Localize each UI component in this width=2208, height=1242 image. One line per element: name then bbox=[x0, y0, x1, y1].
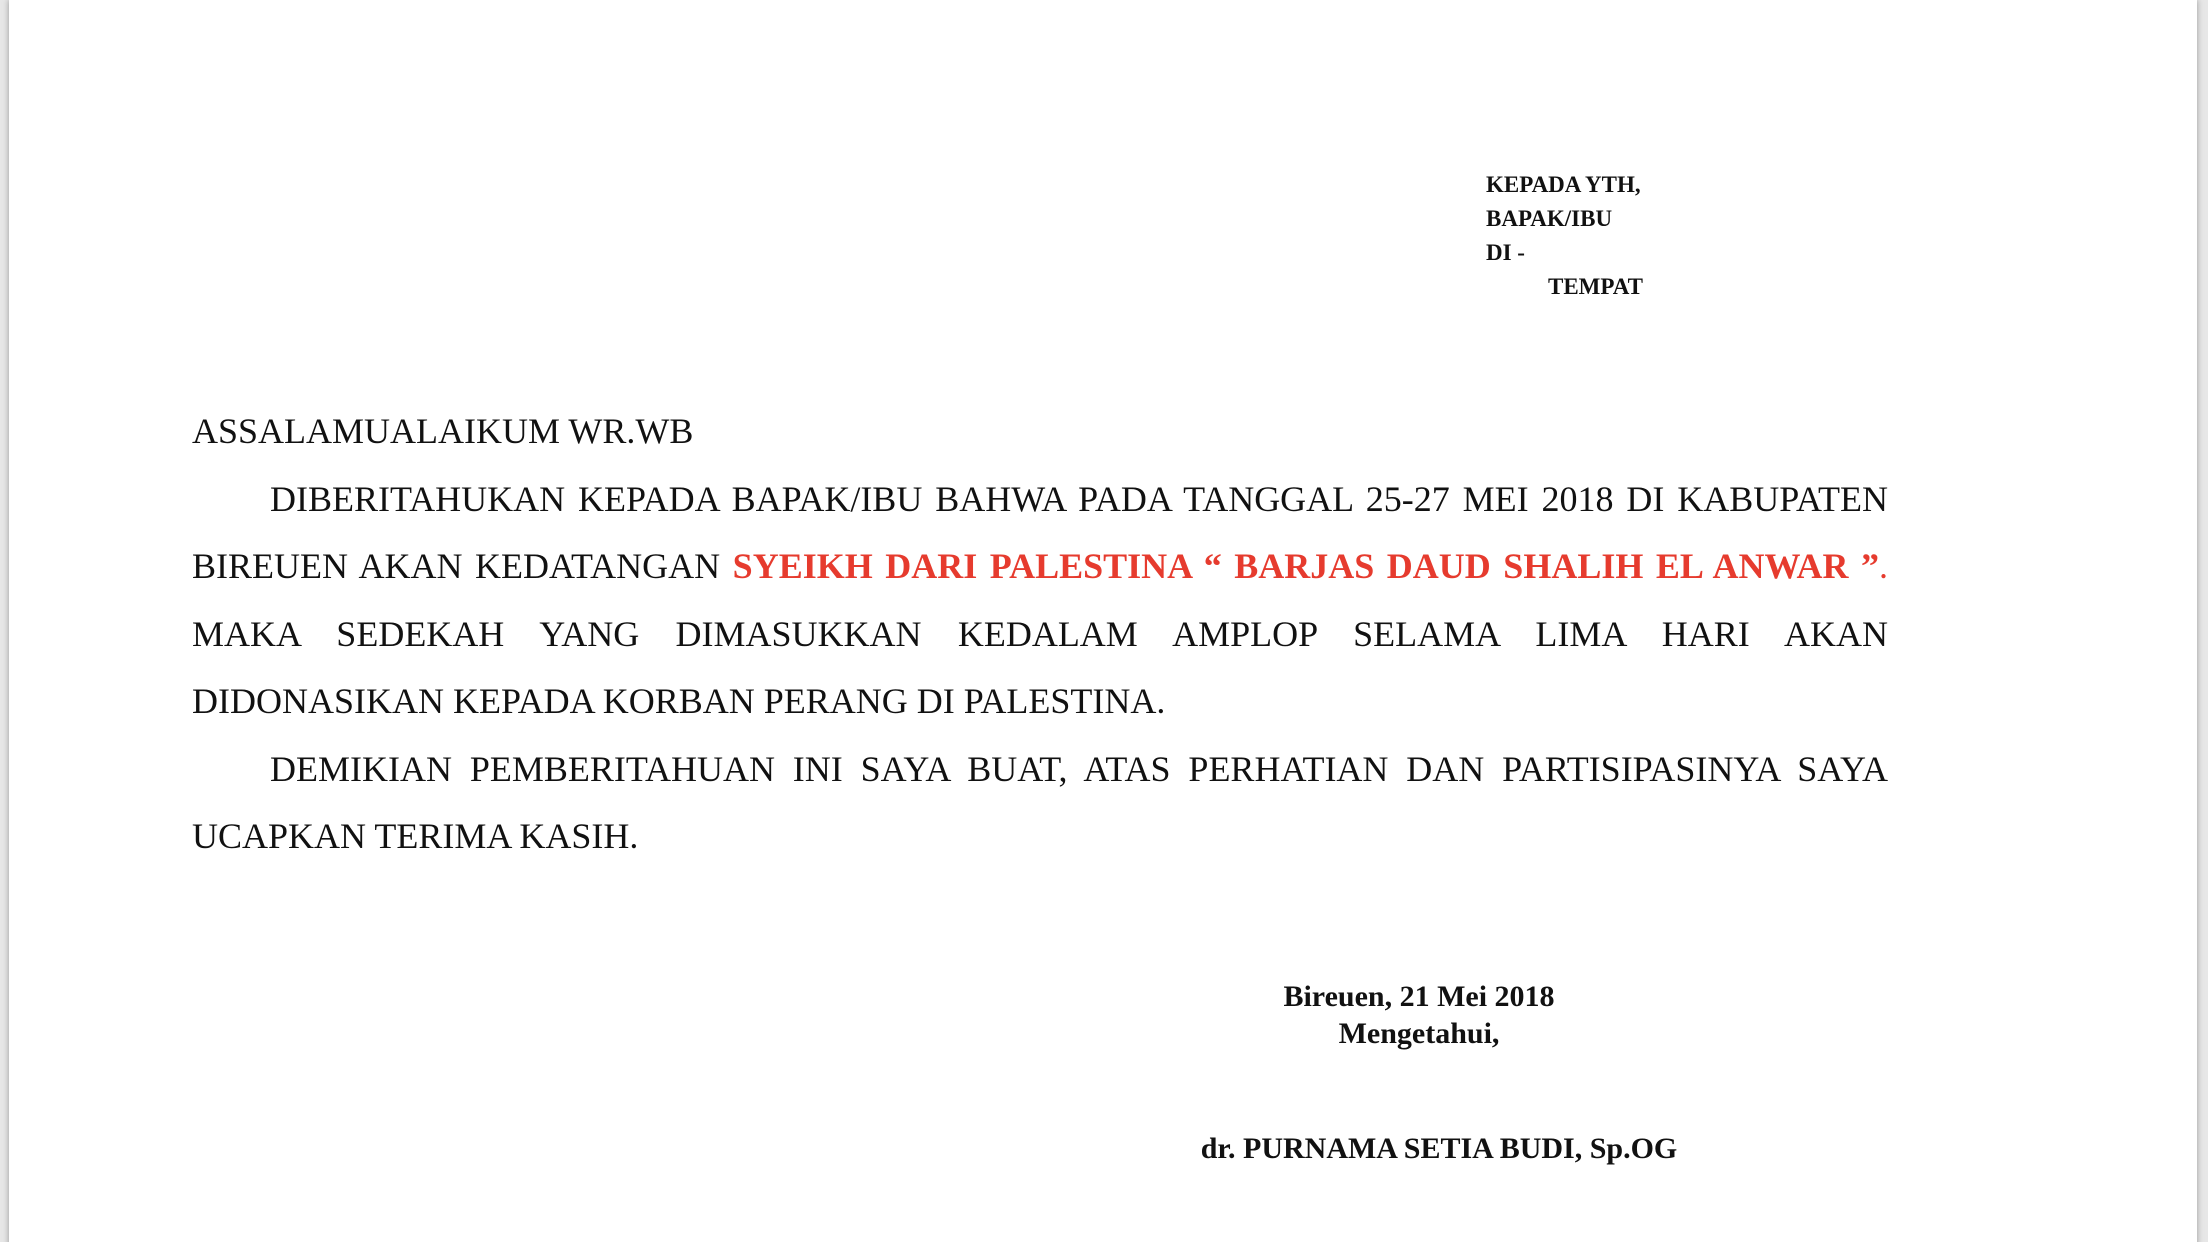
recipient-line-3: DI - bbox=[1486, 240, 1525, 265]
signature-acknowledged: Mengetahui, bbox=[1338, 1017, 1500, 1050]
paragraph-closing: DEMIKIAN PEMBERITAHUAN INI SAYA BUAT, ATAS PERHATIAN DAN PARTISIPASINYA SAYA UCAPKAN TERIMA KASIH. bbox=[192, 748, 1888, 856]
announcement-highlight: SYEIKH DARI PALESTINA “ BARJAS DAUD SHALIH EL ANWAR ” bbox=[732, 546, 1879, 586]
announcement-text-start: DIBERITAHUKAN KEPADA BAPAK/IBU BAHWA PADA TANGGAL 25-27 MEI 2018 DI KABUPATEN BIREUEN AKAN KEDATANGAN bbox=[192, 478, 1888, 586]
signature-place-date: Bireuen, 21 Mei 2018 bbox=[1283, 980, 1555, 1013]
signatory-name: dr. PURNAMA SETIA BUDI, Sp.OG bbox=[1200, 1132, 1678, 1165]
paragraph-announcement bbox=[192, 466, 1888, 736]
recipient-address-block bbox=[1486, 168, 1643, 304]
document-page bbox=[9, 0, 2197, 1242]
recipient-line-1: KEPADA YTH, bbox=[1486, 172, 1641, 197]
recipient-line-4: TEMPAT bbox=[1548, 274, 1643, 299]
greeting: ASSALAMUALAIKUM WR.WB bbox=[192, 411, 694, 451]
recipient-line-2: BAPAK/IBU bbox=[1486, 206, 1613, 231]
announcement-highlight-dot: . bbox=[1879, 546, 1888, 586]
letter-body bbox=[192, 398, 1888, 871]
announcement-text-end: MAKA SEDEKAH YANG DIMASUKKAN KEDALAM AMPLOP SELAMA LIMA HARI AKAN DIDONASIKAN KEPADA KORBAN PERANG DI PALESTINA. bbox=[192, 613, 1888, 721]
